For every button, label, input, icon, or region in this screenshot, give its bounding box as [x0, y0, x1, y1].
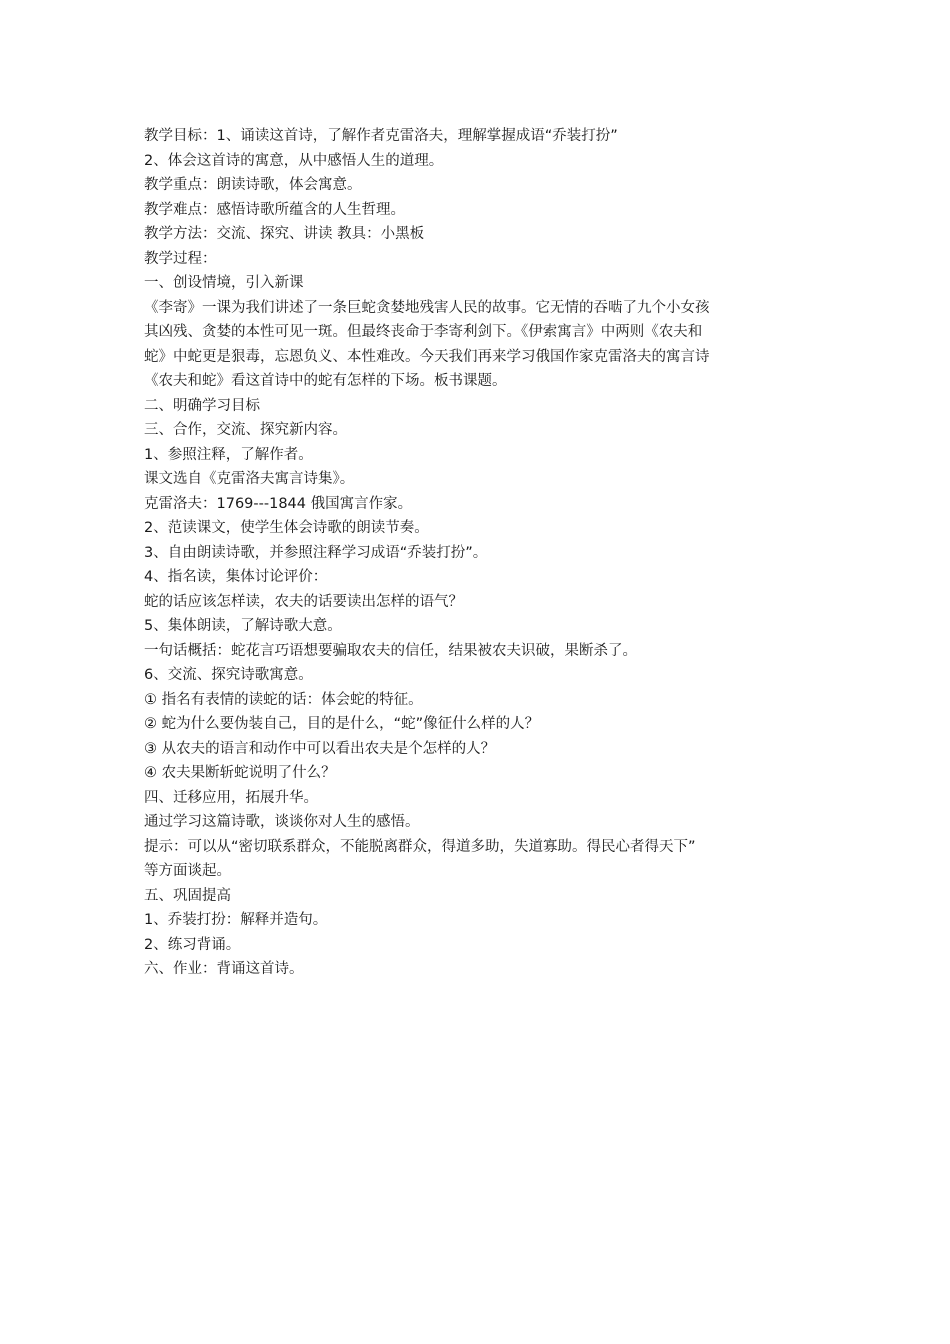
section-heading: 二、明确学习目标	[144, 397, 260, 414]
text-line: 克雷洛夫：1769---1844 俄国寓言作家。	[144, 495, 413, 512]
text-line: 提示：可以从“密切联系群众，不能脱离群众，得道多助，失道寡助。得民心者得天下”	[144, 838, 696, 855]
text-line: 蛇》中蛇更是狠毒，忘恩负义、本性难改。今天我们再来学习俄国作家克雷洛夫的寓言诗	[144, 348, 710, 365]
text-line: 3、自由朗读诗歌，并参照注释学习成语“乔装打扮”。	[144, 544, 488, 561]
text-line: 2、练习背诵。	[144, 936, 241, 953]
section-heading: 四、迁移应用，拓展升华。	[144, 789, 318, 806]
text-line: 教学过程：	[144, 250, 217, 267]
text-line: ④ 农夫果断斩蛇说明了什么？	[144, 765, 336, 781]
text-line: 课文选自《克雷洛夫寓言诗集》。	[144, 471, 355, 487]
section-heading: 一、创设情境，引入新课	[144, 275, 304, 291]
text-line: 《农夫和蛇》看这首诗中的蛇有怎样的下场。板书课题。	[144, 373, 507, 389]
text-line: 5、集体朗读，了解诗歌大意。	[144, 618, 342, 634]
text-line: 一句话概括：蛇花言巧语想要骗取农夫的信任，结果被农夫识破，果断杀了。	[144, 642, 637, 659]
section-heading: 六、作业：背诵这首诗。	[144, 961, 304, 977]
text-line: 教学难点：感悟诗歌所蕴含的人生哲理。	[144, 201, 405, 218]
text-line: 4、指名读，集体讨论评价：	[144, 569, 328, 585]
text-line: 通过学习这篇诗歌，谈谈你对人生的感悟。	[144, 814, 420, 830]
text-line: 1、参照注释，了解作者。	[144, 446, 313, 463]
text-line: 蛇的话应该怎样读，农夫的话要读出怎样的语气？	[144, 593, 463, 610]
text-line: 等方面谈起。	[144, 863, 231, 879]
text-line: ① 指名有表情的读蛇的话：体会蛇的特征。	[144, 691, 423, 708]
text-line: 《李寄》一课为我们讲述了一条巨蛇贪婪地残害人民的故事。它无情的吞啮了九个小女孩	[144, 299, 710, 316]
text-line: 教学目标：1、诵读这首诗，了解作者克雷洛夫，理解掌握成语“乔装打扮”	[144, 128, 618, 144]
text-line: 教学方法：交流、探究、讲读 教具：小黑板	[144, 226, 425, 242]
lesson-plan-text	[144, 124, 814, 982]
text-line: 6、交流、探究诗歌寓意。	[144, 667, 313, 683]
text-line: 其凶残、贪婪的本性可见一斑。但最终丧命于李寄利剑下。《伊索寓言》中两则《农夫和	[144, 324, 703, 340]
text-line: 1、乔装打扮：解释并造句。	[144, 912, 328, 928]
text-line: 教学重点：朗读诗歌，体会寓意。	[144, 177, 362, 193]
text-line: 2、范读课文，使学生体会诗歌的朗读节奏。	[144, 520, 429, 536]
text-line: ② 蛇为什么要伪装自己，目的是什么，“蛇”像征什么样的人？	[144, 716, 540, 732]
text-line: 2、体会这首诗的寓意，从中感悟人生的道理。	[144, 152, 444, 169]
section-heading: 五、巩固提高	[144, 887, 231, 904]
text-line: ③ 从农夫的语言和动作中可以看出农夫是个怎样的人？	[144, 740, 496, 757]
section-heading: 三、合作，交流、探究新内容。	[144, 422, 347, 438]
